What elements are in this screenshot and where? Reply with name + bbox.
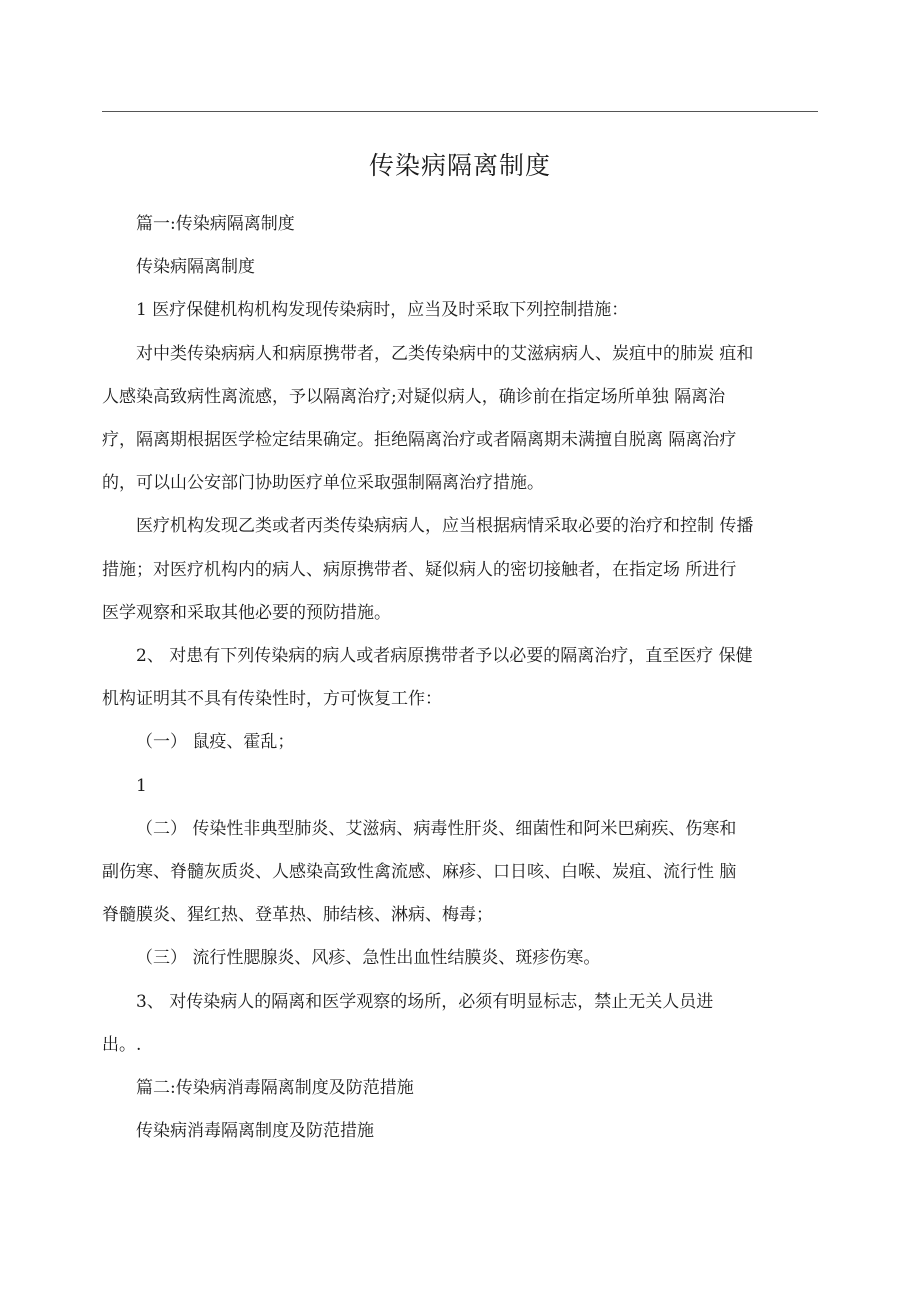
text-line: 篇一:传染病隔离制度 xyxy=(136,214,295,234)
page-number: 1 xyxy=(136,775,147,796)
text-line: 医学观察和采取其他必要的预防措施。 xyxy=(102,602,391,623)
text-line: 副伤寒、脊髓灰质炎、人感染高致性禽流感、麻疹、口日咳、白喉、炭疽、流行性 脑 xyxy=(102,862,737,883)
text-line: 人感染高致病性离流感，予以隔离治疗;对疑似病人，确诊前在指定场所单独 隔离治 xyxy=(102,386,726,407)
text-line: 1 医疗保健机构机构发现传染病时，应当及时采取下列控制措施： xyxy=(136,300,629,321)
text-line: 传染病隔离制度 xyxy=(136,257,255,278)
text-line: （三） 流行性腮腺炎、风疹、急性出血性结膜炎、斑疹伤寒。 xyxy=(136,948,601,969)
text-line: 传染病消毒隔离制度及防范措施 xyxy=(136,1121,374,1142)
document-body xyxy=(102,203,818,1153)
text-line: 机构证明其不具有传染性时，方可恢复工作： xyxy=(102,689,442,710)
text-line: （二） 传染性非典型肺炎、艾滋病、病毒性肝炎、细菌性和阿米巴痢疾、伤寒和 xyxy=(136,818,737,839)
text-line: 疗，隔离期根据医学检定结果确定。拒绝隔离治疗或者隔离期未满擅自脱离 隔离治疗 xyxy=(102,430,737,451)
text-line: （一） 鼠疫、霍乱； xyxy=(136,732,295,753)
page-title: 传染病隔离制度 xyxy=(368,151,551,180)
text-line: 医疗机构发现乙类或者丙类传染病病人，应当根据病情采取必要的治疗和控制 传播 xyxy=(136,516,754,537)
header-rule xyxy=(102,111,818,112)
text-line: 措施；对医疗机构内的病人、病原携带者、疑似病人的密切接触者，在指定场 所进行 xyxy=(102,559,737,580)
text-line: 出。. xyxy=(102,1034,142,1055)
text-line: 2、 对患有下列传染病的病人或者病原携带者予以必要的隔离治疗，直至医疗 保健 xyxy=(136,646,753,667)
text-line: 的，可以山公安部门协助医疗单位采取强制隔离治疗措施。 xyxy=(102,473,544,494)
text-line: 3、 对传染病人的隔离和医学观察的场所，必须有明显标志，禁止无关人员进 xyxy=(136,991,714,1012)
text-line: 对中类传染病病人和病原携带者，乙类传染病中的艾滋病病人、炭疽中的肺炭 疽和 xyxy=(136,343,754,364)
text-line: 篇二:传染病消毒隔离制度及防范措施 xyxy=(136,1078,414,1099)
text-line: 脊髓膜炎、猩红热、登革热、肺结核、淋病、梅毒； xyxy=(102,905,493,926)
